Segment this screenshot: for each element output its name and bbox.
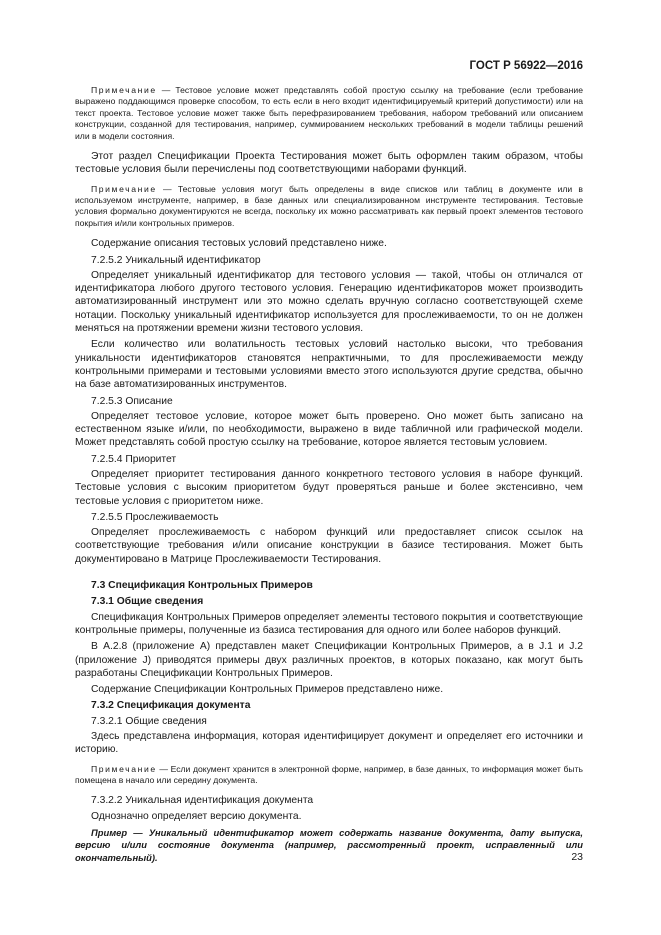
example-text: Пример — Уникальный идентификатор может содержать название документа, дату выпуска, версию и/или состояние документа (например, рассмотренный проект, исправленный или окончательный). (75, 827, 583, 863)
subsection-heading-7-2-5-2: 7.2.5.2 Уникальный идентификатор (91, 254, 261, 266)
note-text: — Тестовое условие может представлять собой простую ссылку на требование (если требование выражено поддающимся проверке способом, то есть если в него входит идентифицируемый критерий допустимости) или на текст проекта. Тестовое условие может также быть перефразированием требования, набором требований или описанием конструкции, созданной для тестирования, например, суммированием нескольких требований в модели таблицы решений или в модели состояния. (75, 85, 583, 141)
paragraph: Определяет прослеживаемость с набором функций или предоставляет список ссылок на соответствующие требования и/или описание конструкции в базисе тестирования. Может быть документировано в Матрице Прослеживаемости Тестирования. (75, 527, 583, 565)
paragraph: В А.2.8 (приложение А) представлен макет Спецификации Контрольных Примеров, а в J.1 и J.2 (приложение J) приводятся примеры двух различных проектов, в которых показано, как могут быть разработаны Спецификации Контрольных Примеров. (75, 641, 583, 679)
note-1 (75, 85, 583, 142)
note-label: Примечание (91, 763, 157, 774)
subsection-heading-7-3-2-2: 7.3.2.2 Уникальная идентификация документа (91, 795, 314, 807)
subsection-heading-7-3-2-1: 7.3.2.1 Общие сведения (91, 715, 207, 727)
paragraph: Определяет приоритет тестирования данного конкретного тестового условия в наборе функций. Тестовые условия с высоким приоритетом будут проверяться раньше и более экстенсивно, чем тестовые условия с приоритетом ниже. (75, 469, 583, 507)
paragraph: Определяет тестовое условие, которое может быть проверено. Оно может быть записано на естественном языке и/или, по необходимости, выражено в виде табличной или графической модели. Может представлять собой простую ссылку на требование, которое является тестовым условием. (75, 410, 583, 449)
paragraph: Этот раздел Спецификации Проекта Тестирования может быть оформлен таким образом, чтобы тестовые условия были перечислены под соответствующими наборами функций. (75, 151, 583, 176)
section-heading-7-3-2: 7.3.2 Спецификация документа (91, 700, 251, 712)
note-3 (75, 764, 583, 787)
note-label: Примечание (91, 85, 157, 95)
note-label: Примечание (91, 183, 157, 194)
subsection-heading-7-2-5-5: 7.2.5.5 Прослеживаемость (91, 511, 219, 523)
page-content (75, 85, 583, 864)
document-header-standard: ГОСТ Р 56922—2016 (469, 60, 583, 72)
subsection-heading-7-2-5-4: 7.2.5.4 Приоритет (91, 453, 177, 465)
section-heading-7-3-1: 7.3.1 Общие сведения (91, 596, 204, 608)
paragraph: Здесь представлена информация, которая идентифицирует документ и определяет его источники и историю. (75, 731, 583, 756)
note-2 (75, 184, 583, 230)
subsection-heading-7-2-5-3: 7.2.5.3 Описание (91, 395, 173, 407)
note-text: — Если документ хранится в электронной форме, например, в базе данных, то информация может быть помещена в начало или середину документа. (75, 763, 583, 786)
paragraph: Если количество или волатильность тестовых условий настолько высоки, что требования уникальности идентификаторов становятся непрактичными, то для прослеживаемости между контрольными примерами и тестовыми условиями вместо этого используются другие средства, обычно на базе автоматизированных инструментов. (75, 339, 583, 391)
page-number: 23 (571, 851, 583, 863)
paragraph: Однозначно определяет версию документа. (91, 810, 302, 822)
section-heading-7-3: 7.3 Спецификация Контрольных Примеров (91, 580, 313, 592)
paragraph: Содержание Спецификации Контрольных Примеров представлено ниже. (91, 684, 444, 696)
paragraph: Определяет уникальный идентификатор для тестового условия — такой, чтобы он отличался от идентификатора любого другого тестового условия. Генерацию идентификаторов может производить автоматизированный инструмент или это можно сделать вручную согласно соответствующей схеме нотации. Поскольку уникальный идентификатор используется для прослеживаемости, то он не должен меняться на протяжении времени жизни тестового условия. (75, 269, 583, 335)
note-text: — Тестовые условия могут быть определены в виде списков или таблиц в документе или в используемом инструменте, например, в базе данных или специализированном инструменте тестирования. Тестовые условия формально документируются не всегда, поскольку их можно рассматривать как первый проект элементов тестового покрытия и/или контрольных примеров. (75, 183, 583, 228)
paragraph: Содержание описания тестовых условий представлено ниже. (91, 238, 387, 250)
paragraph: Спецификация Контрольных Примеров определяет элементы тестового покрытия и соответствующие контрольные примеры, полученные из базиса тестирования для одного или более наборов функций. (75, 611, 583, 636)
